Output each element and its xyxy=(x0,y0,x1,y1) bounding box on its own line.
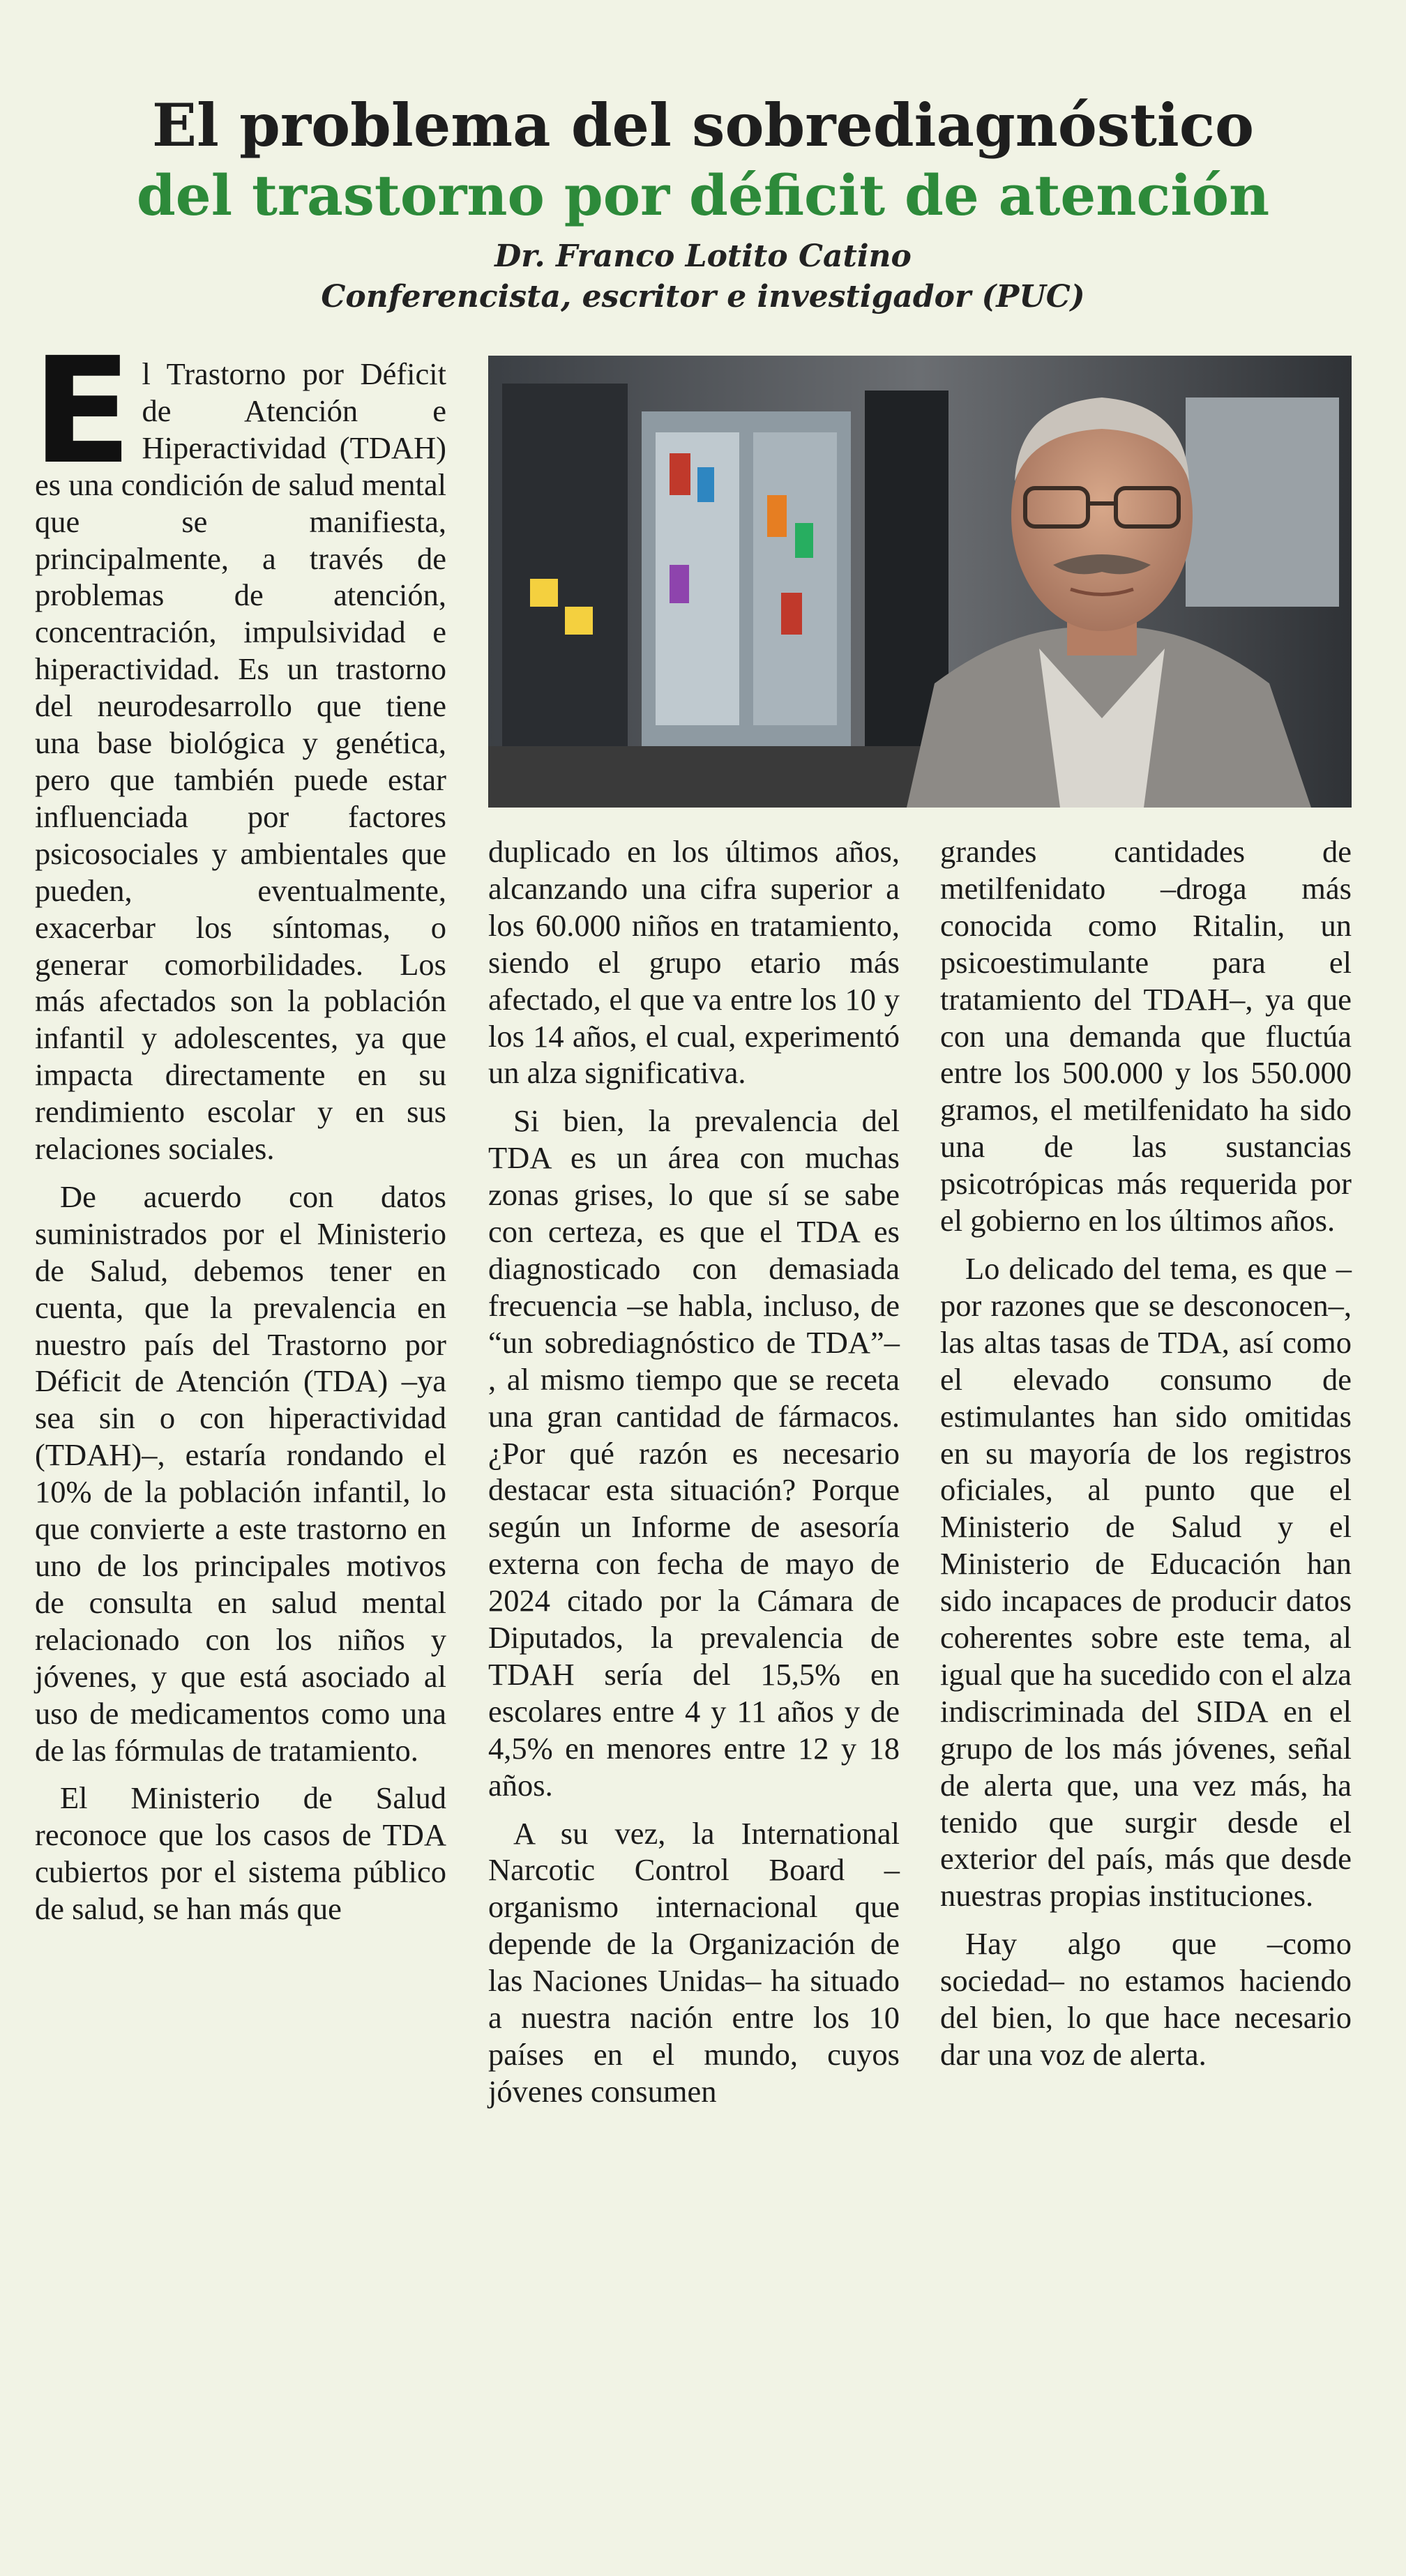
paragraph: l Trastorno por Déficit de Atención e Hiperactividad (TDAH) es una condición de salud mental que se manifiesta, principalmente, a través de problemas de atención, concentración, impulsividad e hiperactividad. Es un trastorno del neurodesarrollo que tiene una base biológica y genética, pero que también puede estar influenciada por factores psicosociales y ambientales que pueden, eventualmente, exacerbar los síntomas, o generar comorbilidades. Los más afectados son la población infantil y adolescentes, ya que impacta directamente en su rendimiento escolar y en sus relaciones sociales. xyxy=(35,356,446,1167)
author-photo xyxy=(488,356,1352,808)
paragraph: El Ministerio de Salud reconoce que los casos de TDA cubiertos por el sistema público de salud, se han más que xyxy=(35,1780,446,1927)
paragraph: Lo delicado del tema, es que –por razones que se desconocen–, las altas tasas de TDA, así como el elevado consumo de estimulantes han sido omitidas en su mayoría de los registros oficiales, al punto que el Ministerio de Salud y el Ministerio de Educación han sido incapaces de producir datos coherentes sobre este tema, al igual que ha sucedido con el alza indiscriminada del SIDA en el grupo de los más jóvenes, señal de alerta que, una vez más, ha tenido que surgir desde el exterior del país, más que desde nuestras propias instituciones. xyxy=(940,1250,1352,1914)
article-column-2 xyxy=(488,833,900,2121)
author-portrait-image xyxy=(488,356,1352,808)
article-column-3 xyxy=(940,833,1352,2084)
paragraph: Hay algo que –como sociedad– no estamos haciendo del bien, lo que hace necesario dar una voz de alerta. xyxy=(940,1926,1352,2072)
headline-line-2: del trastorno por déficit de atención xyxy=(136,162,1270,228)
paragraph: De acuerdo con datos suministrados por el Ministerio de Salud, debemos tener en cuenta, que la prevalencia en nuestro país del Trastorno por Déficit de Atención (TDA) –ya sea sin o con hiperactividad (TDAH)–, estaría rondando el 10% de la población infantil, lo que convierte a este trastorno en uno de los principales motivos de consulta en salud mental relacionado con los niños y jóvenes, y que está asociado al uso de medicamentos como una de las fórmulas de tratamiento. xyxy=(35,1179,446,1768)
headline-line-1: El problema del sobrediagnóstico xyxy=(151,91,1254,160)
paragraph: grandes cantidades de metilfenidato –droga más conocida como Ritalin, un psicoestimulante para el tratamiento del TDAH–, ya que con una demanda que fluctúa entre los 500.000 y los 550.000 gramos, el metilfenidato ha sido una de las sustancias psicotrópicas más requerida por el gobierno en los últimos años. xyxy=(940,834,1352,1238)
paragraph: duplicado en los últimos años, alcanzando una cifra superior a los 60.000 niños en tratamiento, siendo el grupo etario más afectado, el que va entre los 10 y los 14 años, el cual, experimentó un alza significativa. xyxy=(488,834,900,1091)
author-role: Conferencista, escritor e investigador (PUC) xyxy=(321,279,1085,315)
paragraph: Si bien, la prevalencia del TDA es un área con muchas zonas grises, lo que sí se sabe con certeza, es que el TDA es diagnosticado con demasiada frecuencia –se habla, incluso, de “un sobrediagnóstico de TDA”– , al mismo tiempo que se receta una gran cantidad de fármacos. ¿Por qué razón es necesario destacar esta situación? Porque según un Informe de asesoría externa con fecha de mayo de 2024 citado por la Cámara de Diputados, la prevalencia de TDAH sería del 15,5% en escolares entre 4 y 11 años y de 4,5% en menores entre 12 y 18 años. xyxy=(488,1103,900,1803)
author-name: Dr. Franco Lotito Catino xyxy=(494,238,912,274)
drop-cap: E xyxy=(32,326,133,497)
article-header xyxy=(0,91,1406,230)
paragraph: A su vez, la International Narcotic Control Board –organismo internacional que depende de la Organización de las Naciones Unidas– ha situado a nuestra nación entre los 10 países en el mundo, cuyos jóvenes consumen xyxy=(488,1815,900,2109)
article-column-1 xyxy=(32,326,446,1939)
